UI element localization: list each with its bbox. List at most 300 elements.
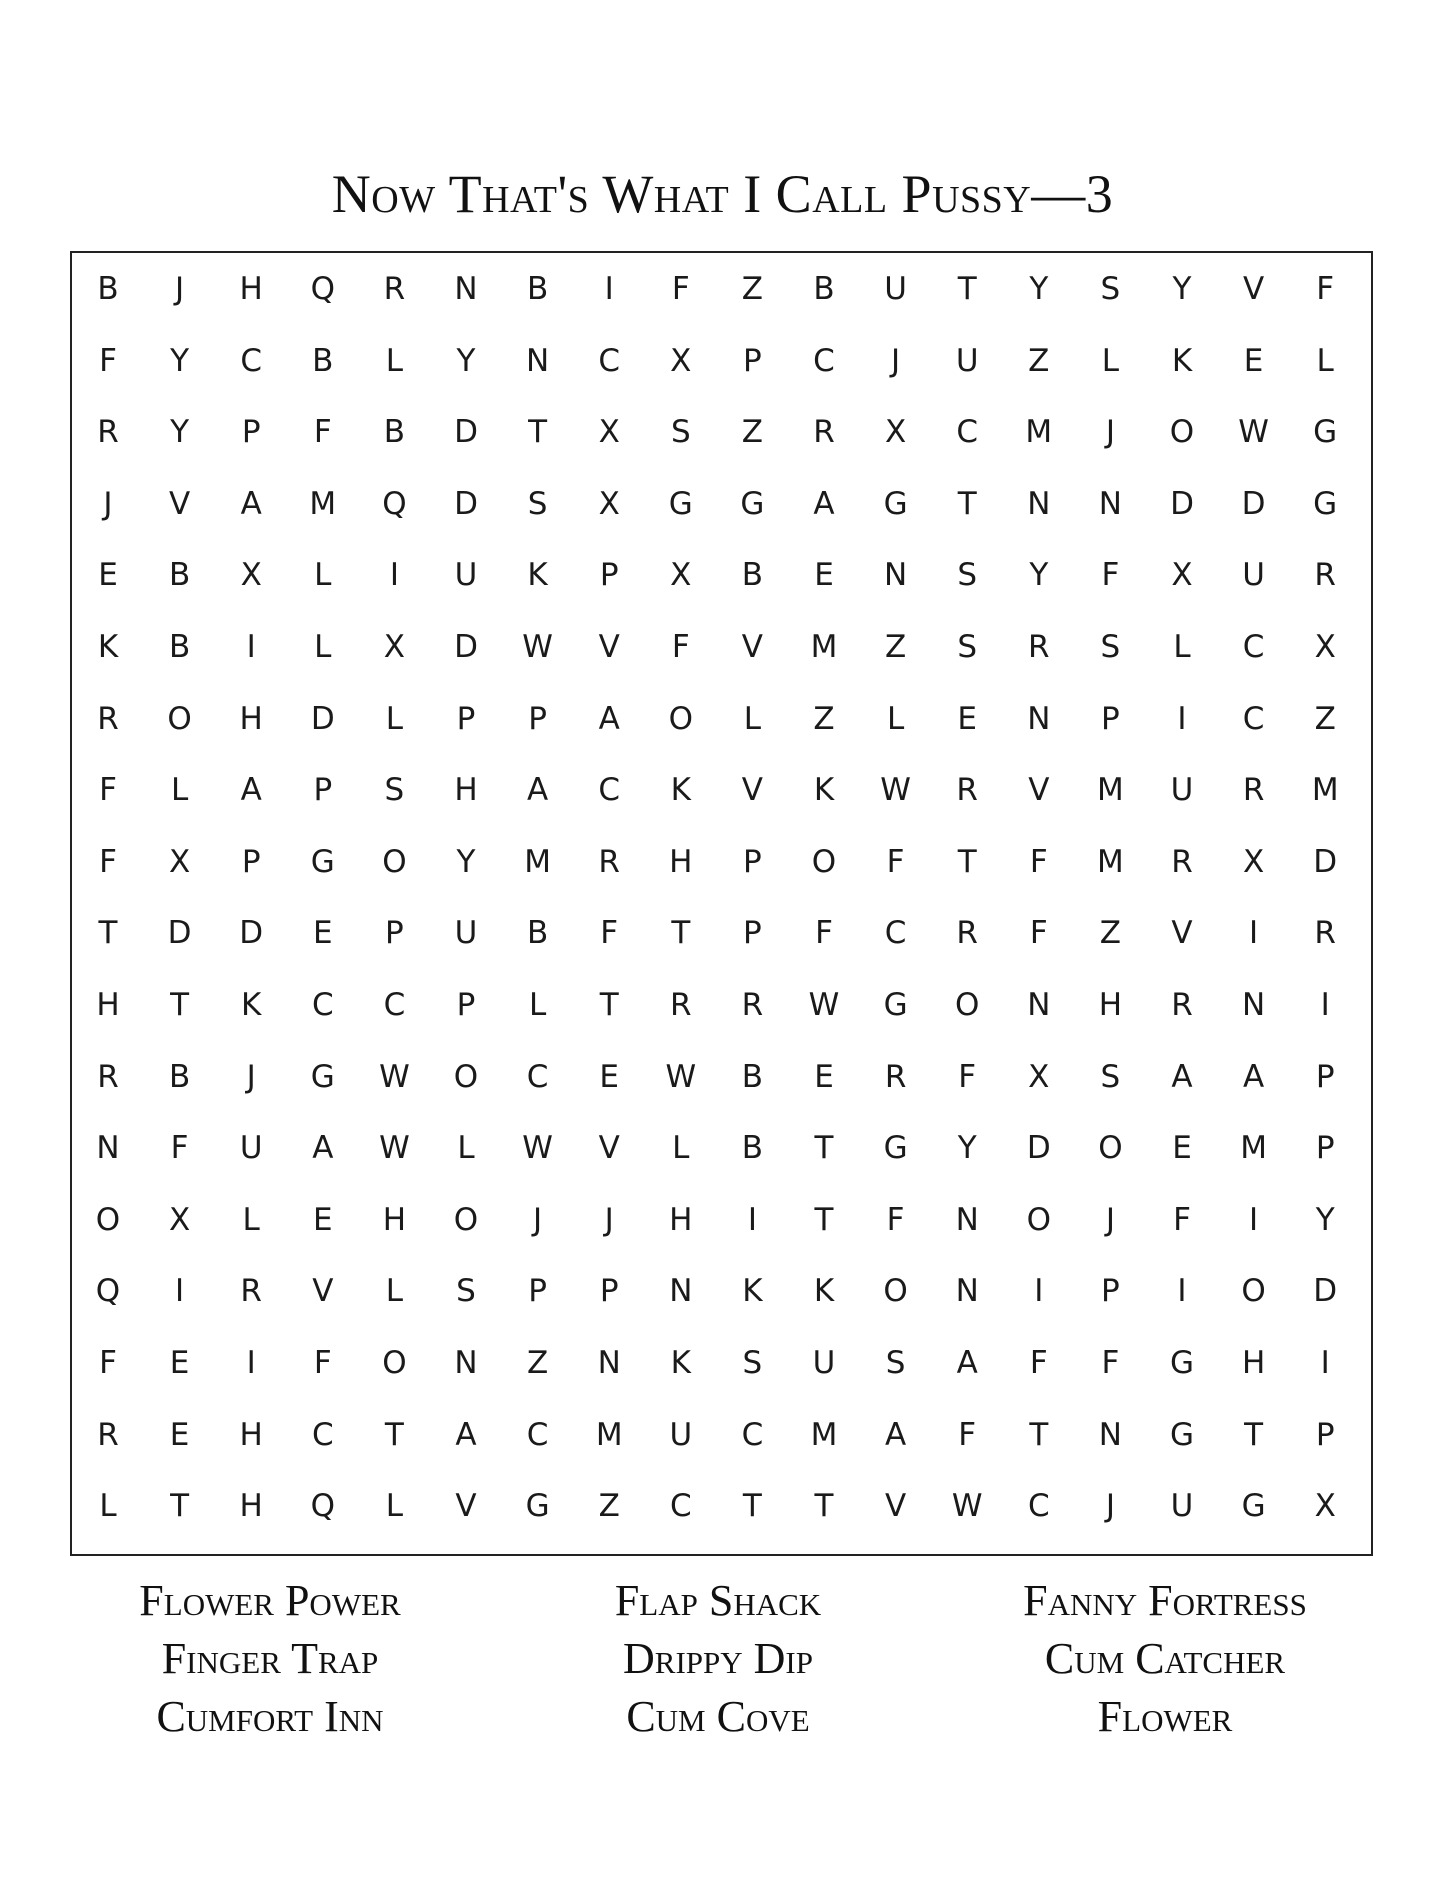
- grid-letter: B: [168, 1058, 191, 1095]
- grid-letter: Z: [1314, 700, 1336, 737]
- grid-letter: M: [1097, 843, 1124, 880]
- grid-letter: O: [382, 843, 407, 880]
- grid-letter: A: [455, 1416, 477, 1453]
- grid-letter: B: [312, 342, 334, 379]
- grid-letter: E: [169, 1345, 190, 1381]
- grid-row: [72, 969, 1371, 1041]
- grid-letter: X: [168, 1201, 191, 1238]
- grid-letter: F: [170, 1130, 189, 1167]
- grid-letter: B: [526, 915, 549, 952]
- grid-letter: L: [385, 342, 404, 379]
- grid-letter: F: [886, 1201, 905, 1238]
- grid-letter: U: [955, 342, 979, 379]
- grid-letter: O: [668, 700, 693, 737]
- grid-letter: I: [175, 1273, 185, 1310]
- grid-letter: M: [524, 843, 551, 880]
- grid-letter: O: [883, 1273, 908, 1310]
- grid-letter: W: [808, 987, 840, 1023]
- grid-letter: H: [96, 987, 120, 1023]
- grid-letter: C: [813, 342, 835, 379]
- word-list-item: Flower Power: [139, 1576, 401, 1625]
- grid-letter: K: [1171, 342, 1193, 379]
- grid-letter: K: [97, 629, 119, 665]
- grid-letter: O: [1026, 1201, 1051, 1238]
- grid-letter: V: [741, 772, 763, 809]
- word-column: [493, 1572, 943, 1746]
- grid-letter: Q: [95, 1273, 121, 1310]
- grid-letter: H: [669, 843, 693, 880]
- grid-letter: G: [1313, 414, 1338, 451]
- grid-letter: Z: [884, 629, 907, 665]
- grid-letter: X: [168, 843, 191, 880]
- grid-letter: P: [599, 557, 619, 594]
- grid-letter: L: [314, 629, 332, 665]
- grid-letter: T: [1029, 1416, 1049, 1453]
- grid-letter: I: [604, 271, 614, 307]
- grid-letter: F: [958, 1416, 977, 1453]
- grid-letter: I: [1320, 987, 1330, 1023]
- grid-letter: E: [313, 915, 333, 952]
- grid-letter: S: [1100, 629, 1121, 665]
- grid-letter: P: [456, 700, 476, 737]
- grid-letter: O: [167, 700, 192, 737]
- grid-letter: G: [883, 485, 908, 522]
- grid-letter: D: [1026, 1130, 1051, 1167]
- grid-letter: F: [1101, 1345, 1120, 1381]
- grid-row: [72, 1041, 1371, 1113]
- grid-letter: U: [1170, 772, 1194, 809]
- grid-letter: L: [1101, 342, 1120, 379]
- grid-letter: F: [958, 1058, 977, 1095]
- grid-letter: T: [170, 1488, 190, 1525]
- grid-letter: H: [454, 772, 478, 809]
- grid-letter: A: [1242, 1058, 1265, 1095]
- grid-letter: O: [95, 1201, 121, 1238]
- grid-letter: Y: [1029, 557, 1049, 594]
- grid-letter: K: [670, 1345, 691, 1381]
- grid-letter: N: [454, 1345, 478, 1381]
- grid-letter: R: [884, 1058, 907, 1095]
- grid-letter: J: [1105, 414, 1115, 451]
- grid-letter: A: [526, 772, 549, 809]
- grid-letter: Y: [170, 414, 190, 451]
- grid-letter: X: [598, 414, 620, 451]
- grid-letter: U: [1242, 557, 1265, 594]
- grid-letter: L: [385, 700, 404, 737]
- grid-letter: H: [1098, 987, 1123, 1023]
- grid-row: [72, 1327, 1371, 1399]
- grid-letter: O: [1241, 1273, 1266, 1310]
- grid-letter: O: [382, 1345, 407, 1381]
- word-list-item: Finger Trap: [161, 1634, 379, 1683]
- grid-letter: P: [313, 772, 333, 809]
- grid-row: [72, 539, 1371, 611]
- grid-letter: E: [313, 1201, 333, 1238]
- grid-letter: G: [310, 1058, 335, 1095]
- grid-letter: X: [240, 557, 262, 594]
- grid-letter: L: [385, 1488, 404, 1525]
- grid-letter: C: [598, 342, 621, 379]
- grid-letter: T: [957, 271, 977, 307]
- grid-letter: D: [454, 485, 478, 522]
- grid-letter: V: [741, 629, 763, 665]
- grid-letter: C: [383, 987, 406, 1023]
- grid-letter: R: [741, 987, 764, 1023]
- grid-letter: G: [310, 843, 335, 880]
- grid-letter: R: [598, 843, 620, 880]
- grid-letter: S: [384, 772, 405, 809]
- grid-letter: C: [240, 342, 263, 379]
- grid-letter: A: [956, 1345, 978, 1381]
- grid-letter: G: [740, 485, 765, 522]
- grid-letter: Q: [310, 1488, 335, 1525]
- grid-letter: Y: [170, 342, 190, 379]
- grid-letter: P: [1315, 1416, 1335, 1453]
- grid-row: [72, 611, 1371, 683]
- grid-letter: Z: [741, 271, 764, 307]
- grid-letter: P: [1315, 1130, 1335, 1167]
- grid-letter: X: [1028, 1058, 1050, 1095]
- grid-letter: V: [1242, 271, 1265, 307]
- grid-letter: H: [239, 700, 263, 737]
- grid-letter: R: [97, 1416, 119, 1453]
- grid-letter: X: [383, 629, 406, 665]
- grid-letter: J: [1105, 1488, 1115, 1525]
- grid-letter: I: [1320, 1345, 1330, 1381]
- grid-letter: E: [814, 557, 834, 594]
- word-list-item: Flap Shack: [614, 1576, 822, 1625]
- grid-letter: C: [956, 414, 979, 451]
- grid-letter: T: [1244, 1416, 1264, 1453]
- grid-letter: O: [453, 1058, 479, 1095]
- grid-letter: C: [884, 915, 907, 952]
- word-list-item: Fanny Fortress: [1023, 1576, 1307, 1625]
- letter-grid: [70, 251, 1373, 1556]
- grid-letter: H: [669, 1201, 693, 1238]
- grid-letter: E: [169, 1416, 190, 1453]
- grid-letter: M: [810, 629, 838, 665]
- grid-letter: C: [526, 1416, 549, 1453]
- grid-letter: E: [98, 557, 118, 594]
- grid-letter: K: [241, 987, 262, 1023]
- grid-letter: L: [672, 1130, 690, 1167]
- grid-letter: O: [453, 1201, 479, 1238]
- grid-letter: J: [891, 342, 901, 379]
- grid-letter: N: [1027, 700, 1051, 737]
- grid-letter: C: [1027, 1488, 1050, 1525]
- grid-letter: A: [598, 700, 620, 737]
- grid-letter: D: [167, 915, 192, 952]
- grid-letter: F: [600, 915, 619, 952]
- grid-letter: G: [525, 1488, 550, 1525]
- grid-letter: L: [314, 557, 332, 594]
- grid-letter: V: [598, 629, 620, 665]
- word-list-item: Cum Catcher: [1044, 1634, 1286, 1683]
- grid-letter: R: [956, 915, 978, 952]
- grid-letter: H: [239, 1416, 263, 1453]
- grid-letter: K: [742, 1273, 763, 1310]
- grid-letter: W: [880, 772, 911, 809]
- grid-letter: D: [239, 915, 264, 952]
- grid-row: [72, 754, 1371, 826]
- grid-letter: P: [1101, 700, 1120, 737]
- grid-letter: T: [170, 987, 190, 1023]
- grid-letter: V: [1171, 915, 1193, 952]
- grid-letter: R: [97, 1058, 119, 1095]
- grid-letter: X: [670, 557, 692, 594]
- grid-letter: U: [812, 1345, 836, 1381]
- grid-letter: C: [311, 1416, 334, 1453]
- grid-row: [72, 1399, 1371, 1471]
- grid-letter: Y: [957, 1130, 977, 1167]
- grid-letter: H: [239, 1488, 263, 1525]
- grid-letter: I: [246, 629, 256, 665]
- grid-letter: T: [814, 1130, 834, 1167]
- grid-row: [72, 468, 1371, 540]
- grid-letter: F: [671, 629, 690, 665]
- grid-letter: F: [815, 915, 833, 952]
- grid-letter: C: [311, 987, 334, 1023]
- grid-letter: K: [527, 557, 548, 594]
- word-list-item: Cumfort Inn: [156, 1692, 384, 1741]
- grid-letter: L: [170, 772, 189, 809]
- grid-letter: G: [1169, 1416, 1195, 1453]
- grid-letter: A: [1171, 1058, 1193, 1095]
- grid-letter: G: [668, 485, 693, 522]
- grid-letter: T: [814, 1201, 834, 1238]
- grid-letter: H: [1241, 1345, 1266, 1381]
- grid-letter: I: [246, 1345, 256, 1381]
- grid-letter: L: [528, 987, 547, 1023]
- grid-letter: N: [525, 342, 550, 379]
- grid-letter: M: [1025, 414, 1053, 451]
- grid-letter: M: [810, 1416, 838, 1453]
- grid-row: [72, 683, 1371, 755]
- grid-letter: O: [954, 987, 980, 1023]
- grid-letter: R: [1314, 915, 1336, 952]
- grid-letter: I: [747, 1201, 757, 1238]
- grid-letter: X: [1171, 557, 1193, 594]
- grid-letter: U: [1170, 1488, 1194, 1525]
- grid-letter: C: [669, 1488, 692, 1525]
- grid-letter: X: [1314, 629, 1336, 665]
- grid-letter: R: [1314, 557, 1336, 594]
- grid-letter: Y: [456, 843, 476, 880]
- grid-letter: S: [670, 414, 691, 451]
- grid-letter: R: [1171, 987, 1193, 1023]
- grid-letter: R: [383, 271, 406, 307]
- grid-letter: R: [813, 414, 835, 451]
- grid-letter: R: [670, 987, 692, 1023]
- grid-letter: L: [1173, 629, 1191, 665]
- word-list-item: Drippy Dip: [623, 1634, 813, 1683]
- grid-letter: V: [884, 1488, 907, 1525]
- grid-letter: D: [454, 629, 478, 665]
- grid-letter: B: [383, 414, 406, 451]
- grid-letter: C: [741, 1416, 764, 1453]
- grid-letter: Q: [382, 485, 407, 522]
- grid-letter: M: [1097, 772, 1124, 809]
- grid-letter: M: [309, 485, 337, 522]
- grid-letter: P: [1101, 1273, 1120, 1310]
- word-list-item: Flower: [1097, 1692, 1233, 1741]
- grid-letter: K: [813, 1273, 835, 1310]
- grid-letter: N: [1098, 485, 1122, 522]
- word-list-item: Cum Cove: [626, 1692, 810, 1741]
- grid-letter: T: [384, 1416, 404, 1453]
- grid-letter: N: [669, 1273, 693, 1310]
- grid-row: [72, 1470, 1371, 1542]
- grid-letter: X: [884, 414, 907, 451]
- grid-letter: R: [240, 1273, 262, 1310]
- grid-letter: L: [99, 1488, 117, 1525]
- grid-letter: F: [1173, 1201, 1191, 1238]
- grid-letter: A: [240, 485, 262, 522]
- grid-letter: B: [168, 557, 191, 594]
- grid-letter: Y: [1029, 271, 1049, 307]
- grid-letter: F: [886, 843, 905, 880]
- grid-letter: Z: [1028, 342, 1050, 379]
- grid-letter: L: [1316, 342, 1334, 379]
- grid-letter: J: [246, 1058, 256, 1095]
- grid-row: [72, 897, 1371, 969]
- grid-letter: P: [1315, 1058, 1335, 1095]
- grid-letter: W: [522, 1130, 553, 1167]
- grid-letter: R: [956, 772, 978, 809]
- grid-letter: N: [1027, 485, 1051, 522]
- grid-letter: P: [528, 1273, 547, 1310]
- grid-letter: S: [456, 1273, 476, 1310]
- grid-letter: D: [1313, 1273, 1338, 1310]
- grid-letter: U: [454, 915, 478, 952]
- grid-letter: J: [604, 1201, 614, 1238]
- grid-letter: T: [957, 843, 977, 880]
- grid-letter: W: [379, 1130, 410, 1167]
- grid-letter: U: [884, 271, 907, 307]
- grid-letter: O: [1098, 1130, 1123, 1167]
- grid-letter: W: [665, 1058, 697, 1095]
- grid-letter: D: [454, 414, 478, 451]
- grid-letter: M: [1311, 772, 1339, 809]
- grid-letter: I: [1034, 1273, 1044, 1310]
- grid-letter: G: [1313, 485, 1338, 522]
- grid-letter: R: [1242, 772, 1265, 809]
- grid-letter: V: [598, 1130, 620, 1167]
- grid-row: [72, 1184, 1371, 1256]
- grid-letter: F: [1029, 915, 1048, 952]
- grid-letter: Z: [598, 1488, 620, 1525]
- grid-letter: E: [957, 700, 977, 737]
- grid-letter: C: [598, 772, 621, 809]
- grid-letter: E: [1243, 342, 1264, 379]
- grid-letter: T: [671, 915, 691, 952]
- grid-letter: M: [595, 1416, 623, 1453]
- grid-letter: W: [379, 1058, 410, 1095]
- grid-letter: V: [168, 485, 191, 522]
- grid-letter: T: [528, 414, 548, 451]
- grid-row: [72, 396, 1371, 468]
- grid-letter: L: [385, 1273, 404, 1310]
- puzzle-title: Now That's What I Call Pussy—3: [331, 164, 1114, 224]
- grid-letter: Y: [456, 342, 476, 379]
- grid-letter: I: [1177, 1273, 1187, 1310]
- grid-letter: P: [743, 915, 762, 952]
- grid-letter: N: [955, 1273, 979, 1310]
- grid-letter: V: [455, 1488, 477, 1525]
- grid-letter: T: [814, 1488, 834, 1525]
- grid-letter: Y: [1315, 1201, 1335, 1238]
- grid-letter: L: [743, 700, 762, 737]
- grid-letter: F: [1316, 271, 1335, 307]
- grid-letter: S: [885, 1345, 906, 1381]
- grid-row: [72, 1255, 1371, 1327]
- grid-letter: S: [957, 629, 978, 665]
- grid-letter: X: [670, 342, 692, 379]
- grid-letter: C: [1242, 700, 1265, 737]
- grid-letter: F: [99, 843, 117, 880]
- grid-letter: J: [103, 485, 113, 522]
- grid-letter: A: [884, 1416, 907, 1453]
- grid-letter: N: [454, 271, 478, 307]
- grid-letter: K: [813, 772, 835, 809]
- grid-letter: T: [98, 915, 118, 952]
- grid-letter: U: [239, 1130, 263, 1167]
- grid-letter: J: [533, 1201, 543, 1238]
- grid-letter: B: [741, 1058, 764, 1095]
- grid-letter: I: [1249, 915, 1259, 952]
- grid-letter: N: [1241, 987, 1266, 1023]
- grid-letter: G: [883, 987, 908, 1023]
- grid-letter: V: [312, 1273, 334, 1310]
- grid-letter: R: [97, 700, 119, 737]
- grid-letter: T: [957, 485, 977, 522]
- grid-letter: F: [313, 1345, 332, 1381]
- grid-letter: O: [811, 843, 837, 880]
- grid-letter: L: [886, 700, 905, 737]
- grid-letter: F: [1029, 1345, 1048, 1381]
- grid-letter: O: [1169, 414, 1195, 451]
- grid-letter: I: [389, 557, 399, 594]
- grid-letter: G: [883, 1130, 908, 1167]
- grid-letter: Y: [1172, 271, 1192, 307]
- grid-letter: T: [599, 987, 619, 1023]
- grid-letter: S: [1100, 271, 1121, 307]
- grid-letter: R: [1171, 843, 1193, 880]
- grid-letter: N: [955, 1201, 979, 1238]
- grid-letter: W: [951, 1488, 983, 1525]
- grid-letter: C: [1242, 629, 1265, 665]
- grid-letter: F: [671, 271, 690, 307]
- grid-letter: H: [239, 271, 263, 307]
- grid-letter: E: [599, 1058, 619, 1095]
- grid-letter: Z: [1099, 915, 1122, 952]
- grid-letter: E: [814, 1058, 834, 1095]
- grid-row: [72, 826, 1371, 898]
- grid-letter: N: [883, 557, 908, 594]
- grid-letter: E: [1172, 1130, 1192, 1167]
- grid-letter: P: [456, 987, 476, 1023]
- grid-letter: D: [310, 700, 335, 737]
- grid-letter: A: [813, 485, 835, 522]
- grid-letter: F: [1101, 557, 1120, 594]
- grid-letter: V: [1028, 772, 1050, 809]
- grid-letter: D: [1241, 485, 1266, 522]
- grid-letter: B: [741, 1130, 764, 1167]
- grid-letter: N: [96, 1130, 120, 1167]
- grid-letter: F: [313, 414, 332, 451]
- grid-letter: A: [312, 1130, 334, 1167]
- grid-letter: F: [1029, 843, 1048, 880]
